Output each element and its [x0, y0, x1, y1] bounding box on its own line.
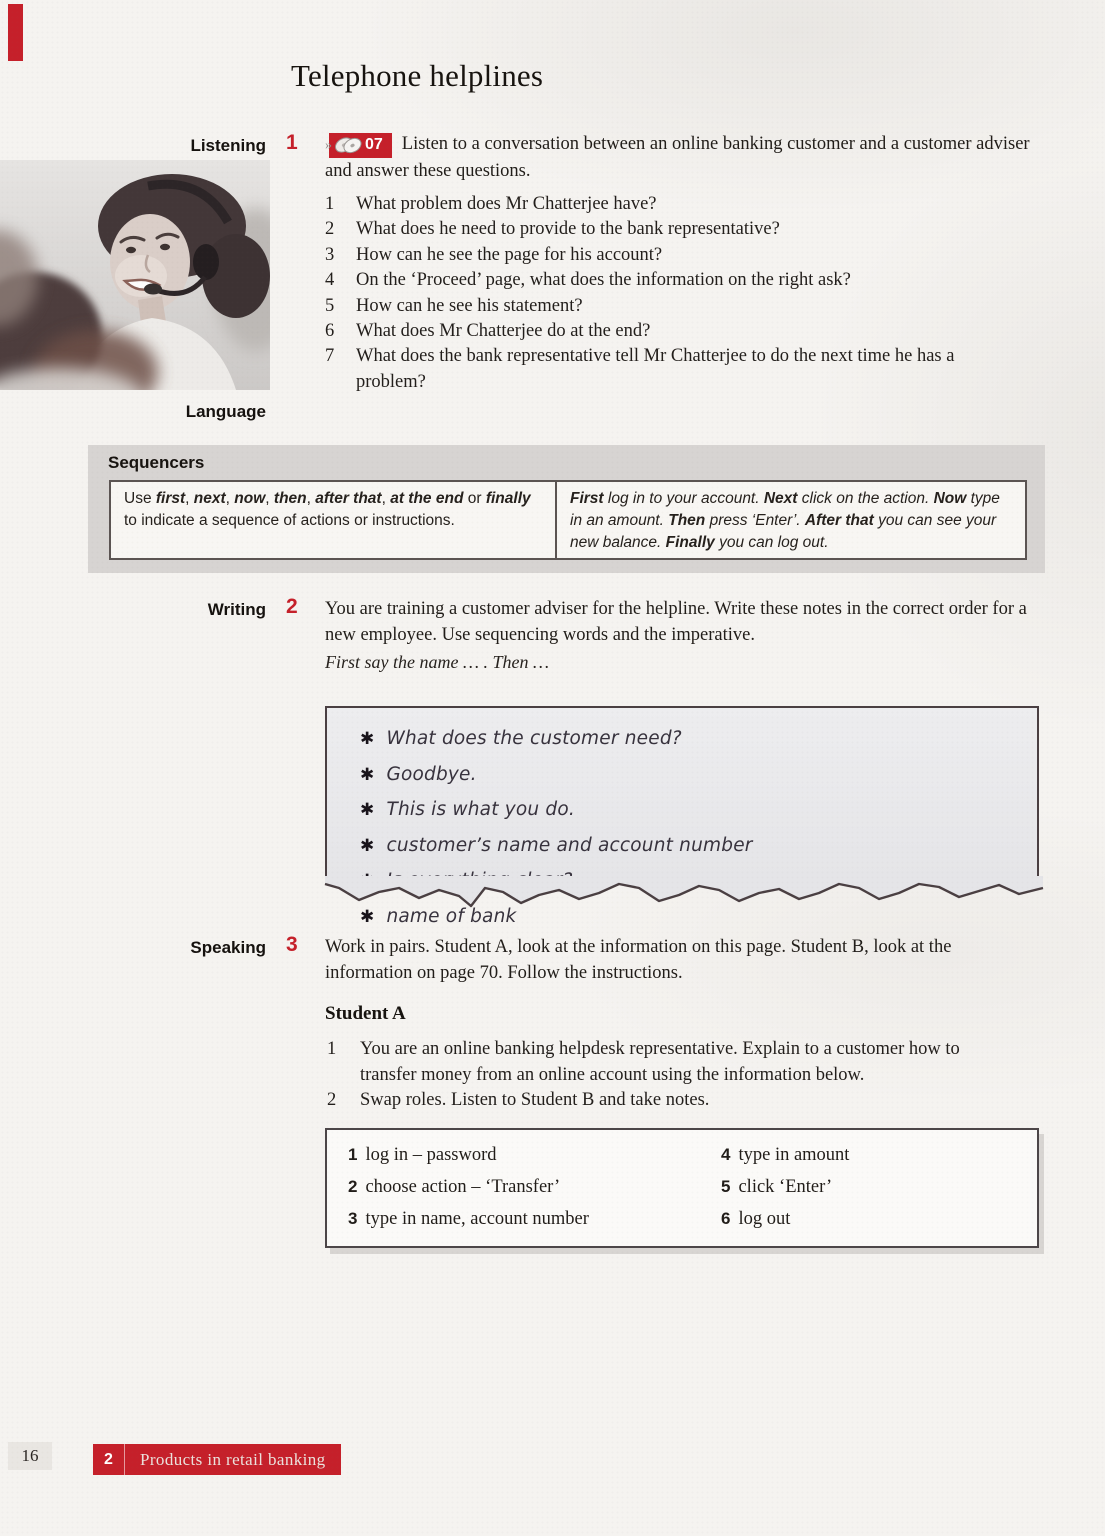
note-text: What does the customer need?	[386, 728, 682, 749]
question-item	[325, 243, 1022, 268]
unit-edge-tab	[8, 4, 23, 61]
step-text: click ‘Enter’	[738, 1177, 833, 1197]
question-number: 2	[325, 219, 335, 240]
handwritten-notes-paper	[325, 706, 1039, 927]
speaking-exercise-number: 3	[286, 933, 298, 956]
question-text: What does the bank representative tell Mr Chatterjee to do the next time he has a problem?	[356, 346, 955, 392]
star-bullet-icon: ✱	[360, 800, 375, 820]
instruction-number: 1	[327, 1039, 337, 1059]
star-bullet-icon: ✱	[360, 764, 375, 785]
instruction-item	[327, 1037, 1019, 1088]
question-number: 1	[325, 194, 335, 214]
question-text: What problem does Mr Chatterjee have?	[356, 194, 657, 214]
step-text: log out	[738, 1209, 791, 1229]
question-text: How can he see the page for his account?	[356, 244, 663, 265]
step-number: 1	[348, 1145, 358, 1164]
question-text: How can he see his statement?	[356, 295, 583, 316]
step-item	[348, 1177, 721, 1209]
question-item	[325, 319, 1022, 344]
unit-title: Products in retail banking	[140, 1449, 326, 1469]
section-label-writing: Writing	[207, 600, 266, 619]
question-item	[325, 344, 1022, 395]
instruction-text: Swap roles. Listen to Student B and take notes.	[360, 1090, 710, 1110]
question-item	[325, 192, 1022, 217]
transfer-steps-box	[325, 1128, 1039, 1248]
writing-exercise-number: 2	[286, 595, 298, 618]
section-label-language: Language	[185, 402, 266, 421]
headset-woman-illustration	[0, 160, 270, 390]
note-text: name of bank	[386, 905, 517, 927]
writing-task: You are training a customer adviser for the helpline. Write these notes in the correct order for a new employee. Use sequencing words and the imperative.	[325, 599, 1027, 645]
transfer-steps-grid	[327, 1130, 1037, 1241]
torn-paper-edge	[325, 876, 1043, 918]
student-a-heading: Student A	[325, 1003, 406, 1024]
sequencers-rule: Use first, next, now, then, after that, at the end or finally to indicate a sequence of actions or instructions.	[111, 482, 557, 558]
listening-questions	[325, 192, 1022, 395]
cd-icon	[333, 135, 363, 155]
star-bullet-icon: ✱	[360, 729, 375, 749]
step-item	[721, 1145, 1037, 1177]
instruction-item	[327, 1088, 1019, 1114]
writing-example: First say the name … . Then …	[325, 652, 549, 672]
question-item	[325, 268, 1022, 293]
note-text: customer’s name and account number	[386, 834, 753, 856]
page-number	[8, 1442, 52, 1470]
question-number: 5	[325, 295, 335, 316]
question-text: On the ‘Proceed’ page, what does the information on the right ask?	[356, 270, 851, 291]
note-item	[360, 728, 1037, 764]
note-text: Goodbye.	[386, 763, 477, 785]
section-label-listening: Listening	[190, 136, 266, 155]
step-text: choose action – ‘Transfer’	[365, 1177, 561, 1197]
listening-intro-paragraph	[325, 132, 1031, 184]
speaking-task: Work in pairs. Student A, look at the information on this page. Student B, look at the information on page 70. Follow the instructions.	[325, 937, 952, 983]
star-bullet-icon: ✱	[360, 835, 375, 856]
question-text: What does Mr Chatterjee do at the end?	[356, 321, 651, 342]
listening-intro-text: Listen to a conversation between an online banking customer and a customer adviser and answer these questions.	[325, 134, 1030, 181]
step-text: type in amount	[738, 1145, 850, 1165]
sequencers-panel	[88, 445, 1045, 573]
section-label-speaking: Speaking	[190, 938, 266, 957]
step-number: 6	[721, 1209, 731, 1228]
step-item	[721, 1177, 1037, 1209]
audio-track-number: 07	[365, 136, 383, 154]
sequencers-title: Sequencers	[108, 453, 205, 472]
note-item	[360, 835, 1037, 871]
audio-track-badge	[329, 133, 392, 158]
chevron-right-icon: »	[325, 138, 332, 153]
sequencers-example: First log in to your account. Next click on the action. Now type in an amount. Then press ‘Enter’. After that you can see your new balance. Finally you can log out.	[570, 490, 1000, 551]
unit-banner	[93, 1444, 341, 1475]
call-centre-photo	[0, 160, 270, 390]
instruction-number: 2	[327, 1090, 337, 1110]
instruction-text: You are an online banking helpdesk representative. Explain to a customer how to transfer money from an online account using the information below.	[360, 1039, 960, 1085]
question-item	[325, 217, 1022, 242]
step-number: 4	[721, 1145, 731, 1164]
question-item	[325, 294, 1022, 319]
page-title: Telephone helplines	[291, 58, 544, 93]
question-number: 4	[325, 270, 335, 291]
step-text: type in name, account number	[365, 1209, 589, 1229]
sequencers-box	[109, 480, 1027, 560]
listening-exercise-number: 1	[286, 131, 298, 154]
question-number: 6	[325, 321, 335, 342]
note-item	[360, 764, 1037, 800]
step-item	[348, 1209, 721, 1241]
step-item	[348, 1145, 721, 1177]
unit-number: 2	[93, 1444, 125, 1475]
star-bullet-icon: ✱	[360, 906, 375, 927]
question-text: What does he need to provide to the bank representative?	[356, 219, 780, 240]
note-item	[360, 799, 1037, 835]
page-number-text: 16	[21, 1446, 39, 1465]
question-number: 3	[325, 244, 335, 265]
step-text: log in – password	[365, 1145, 497, 1165]
step-number: 5	[721, 1177, 731, 1196]
note-text: This is what you do.	[386, 799, 575, 820]
step-number: 3	[348, 1209, 358, 1228]
step-item	[721, 1209, 1037, 1241]
question-number: 7	[325, 346, 335, 367]
step-number: 2	[348, 1177, 358, 1196]
student-a-instructions	[327, 1037, 1019, 1114]
